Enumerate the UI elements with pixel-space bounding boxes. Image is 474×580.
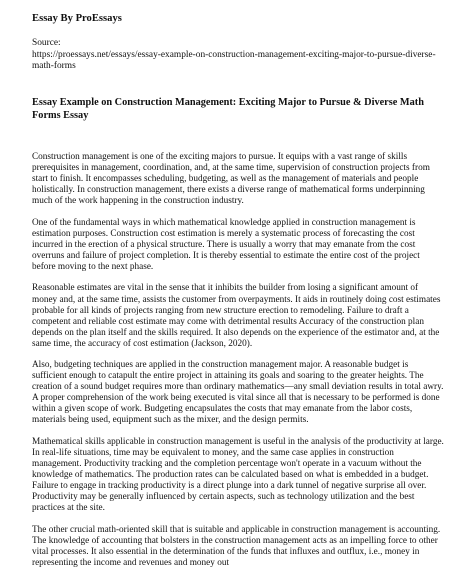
paragraph: Also, budgeting techniques are applied in the construction management major. A reasonable budget is sufficient enough to catapult the entire project in attaining its goals and soaring to the greater heights. The creation of a sound budget requires more than ordinary mathematics—any small deviation results in total awry. A proper comprehension of the work being executed is vital since all that is necessary to be performed is done within a given scope of work. Budgeting encapsulates the costs that may emanate from the labor costs, materials being used, equipment such as the mixer, and the design permits. [32,360,444,426]
paragraph: Construction management is one of the exciting majors to pursue. It equips with a vast range of skills prerequisites in management, coordination, and, at the same time, supervision of construction projects from start to finish. It encompasses scheduling, budgeting, as well as the management of materials and people holistically. In construction management, there exists a diverse range of mathematical forms underpinning much of the work happening in the construction industry. [32,152,430,207]
source-block [32,38,442,73]
paragraph: Reasonable estimates are vital in the sense that it inhibits the builder from losing a significant amount of money and, at the same time, assists the customer from overpayments. It aids in routinely doing cost estimates probable for all kinds of projects ranging from new structure erection to remodeling. Failure to draft a competent and reliable cost estimate may come with detrimental results Accuracy of the construction plan depends on the plan itself and the skills required. It also depends on the experience of the estimator and, at the same time, the accuracy of cost estimation (Jackson, 2020). [32,283,441,349]
site-title: Essay By ProEssays [32,13,122,24]
source-label: Source: [32,38,61,48]
essay-body [32,152,444,580]
paragraph: The other crucial math-oriented skill that is suitable and applicable in construction management is accounting. The knowledge of accounting that bolsters in the construction management acts as an impelling force to other vital processes. It also essential in the determination of the funds that influxes and outflux, i.e., money in representing the income and revenues and money out [32,524,441,568]
source-url[interactable]: https://proessays.net/essays/essay-example-on-construction-management-exciting-major-to-pursue-diverse-math-forms [32,49,436,71]
paragraph: Mathematical skills applicable in construction management is useful in the analysis of the productivity at large. In real-life situations, time may be equivalent to money, and the same case applies in construction management. Productivity tracking and the completion percentage won't operate in a vacuum without the knowledge of mathematics. The production rates can be calculated based on what is embedded in a budget. Failure to engage in tracking productivity is a direct plunge into a dark tunnel of negative surprise all over. Productivity may be generally influenced by certain aspects, such as technology utilization and the best practices at the site. [32,437,444,514]
paragraph: One of the fundamental ways in which mathematical knowledge applied in construction management is estimation purposes. Construction cost estimation is merely a systematic process of forecasting the cost incurred in the erection of a physical structure. There is usually a worry that may emanate from the cost overruns and failure of project completion. It is thereby essential to estimate the entire cost of the project before moving to the next phase. [32,217,420,272]
essay-title: Essay Example on Construction Management: Exciting Major to Pursue & Diverse Math Forms Essay [32,97,424,121]
